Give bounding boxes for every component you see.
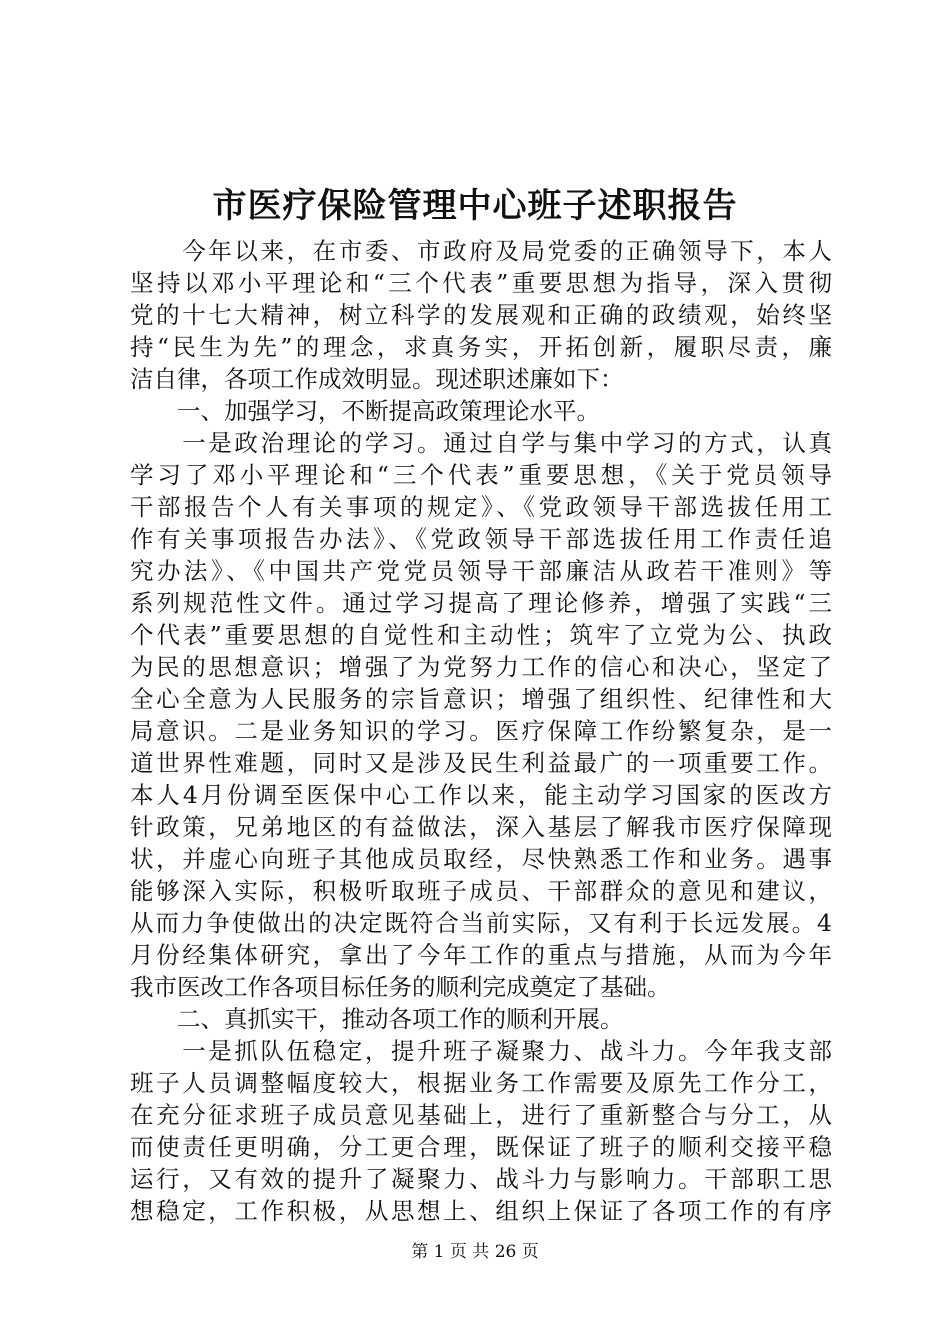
body-line: 针政策，兄弟地区的有益做法，深入基层了解我市医疗保障现 [130,813,832,841]
body-line: 洁自律，各项工作成效明显。现述职述廉如下： [130,365,624,393]
body-line: 在充分征求班子成员意见基础上，进行了重新整合与分工，从 [130,1101,832,1129]
body-line: 而使责任更明确，分工更合理，既保证了班子的顺利交接平稳 [130,1133,832,1161]
body-line: 作有关事项报告办法》、《党政领导干部选拔任用工作责任追 [130,525,832,553]
body-line: 能够深入实际，积极听取班子成员、干部群众的意见和建议， [130,877,832,905]
page-number: 第 1 页 共 26 页 [411,1242,539,1262]
body-line: 学习了邓小平理论和“三个代表”重要思想，《关于党员领导 [130,461,832,489]
section-heading: 二、真抓实干，推动各项工作的顺利开展。 [130,1005,624,1033]
body-line: 干部报告个人有关事项的规定》、《党政领导干部选拔任用工 [130,493,832,521]
body-line: 状，并虚心向班子其他成员取经，尽快熟悉工作和业务。遇事 [130,845,832,873]
body-line: 持“民生为先”的理念，求真务实，开拓创新，履职尽责，廉 [130,333,832,361]
body-line: 班子人员调整幅度较大，根据业务工作需要及原先工作分工， [130,1069,832,1097]
document-title: 市医疗保险管理中心班子述职报告 [212,186,738,226]
section-heading: 一、加强学习，不断提高政策理论水平。 [130,397,600,425]
body-line: 从而力争使做出的决定既符合当前实际，又有利于长远发展。4 [130,909,832,937]
body-line: 运行，又有效的提升了凝聚力、战斗力与影响力。干部职工思 [130,1165,832,1193]
body-line: 为民的思想意识；增强了为党努力工作的信心和决心，坚定了 [130,653,832,681]
body-line: 道世界性难题，同时又是涉及民生利益最广的一项重要工作。 [130,749,832,777]
body-line: 我市医改工作各项目标任务的顺利完成奠定了基础。 [130,973,671,1001]
body-line: 局意识。二是业务知识的学习。医疗保障工作纷繁复杂，是一 [130,717,832,745]
body-line: 本人4月份调至医保中心工作以来，能主动学习国家的医改方 [130,781,832,809]
body-line: 坚持以邓小平理论和“三个代表”重要思想为指导，深入贯彻 [130,269,832,297]
body-line: 月份经集体研究，拿出了今年工作的重点与措施，从而为今年 [130,941,832,969]
body-line: 党的十七大精神，树立科学的发展观和正确的政绩观，始终坚 [130,301,832,329]
body-line: 全心全意为人民服务的宗旨意识；增强了组织性、纪律性和大 [130,685,832,713]
body-line: 想稳定，工作积极，从思想上、组织上保证了各项工作的有序 [130,1197,832,1225]
body-line: 一是政治理论的学习。通过自学与集中学习的方式，认真 [130,429,832,457]
body-line: 一是抓队伍稳定，提升班子凝聚力、战斗力。今年我支部 [130,1037,832,1065]
body-line: 今年以来，在市委、市政府及局党委的正确领导下，本人 [130,237,832,265]
body-line: 究办法》、《中国共产党党员领导干部廉洁从政若干准则》等 [130,557,832,585]
body-line: 个代表”重要思想的自觉性和主动性；筑牢了立党为公、执政 [130,621,832,649]
body-line: 系列规范性文件。通过学习提高了理论修养，增强了实践“三 [130,589,832,617]
document-body [130,235,832,1227]
